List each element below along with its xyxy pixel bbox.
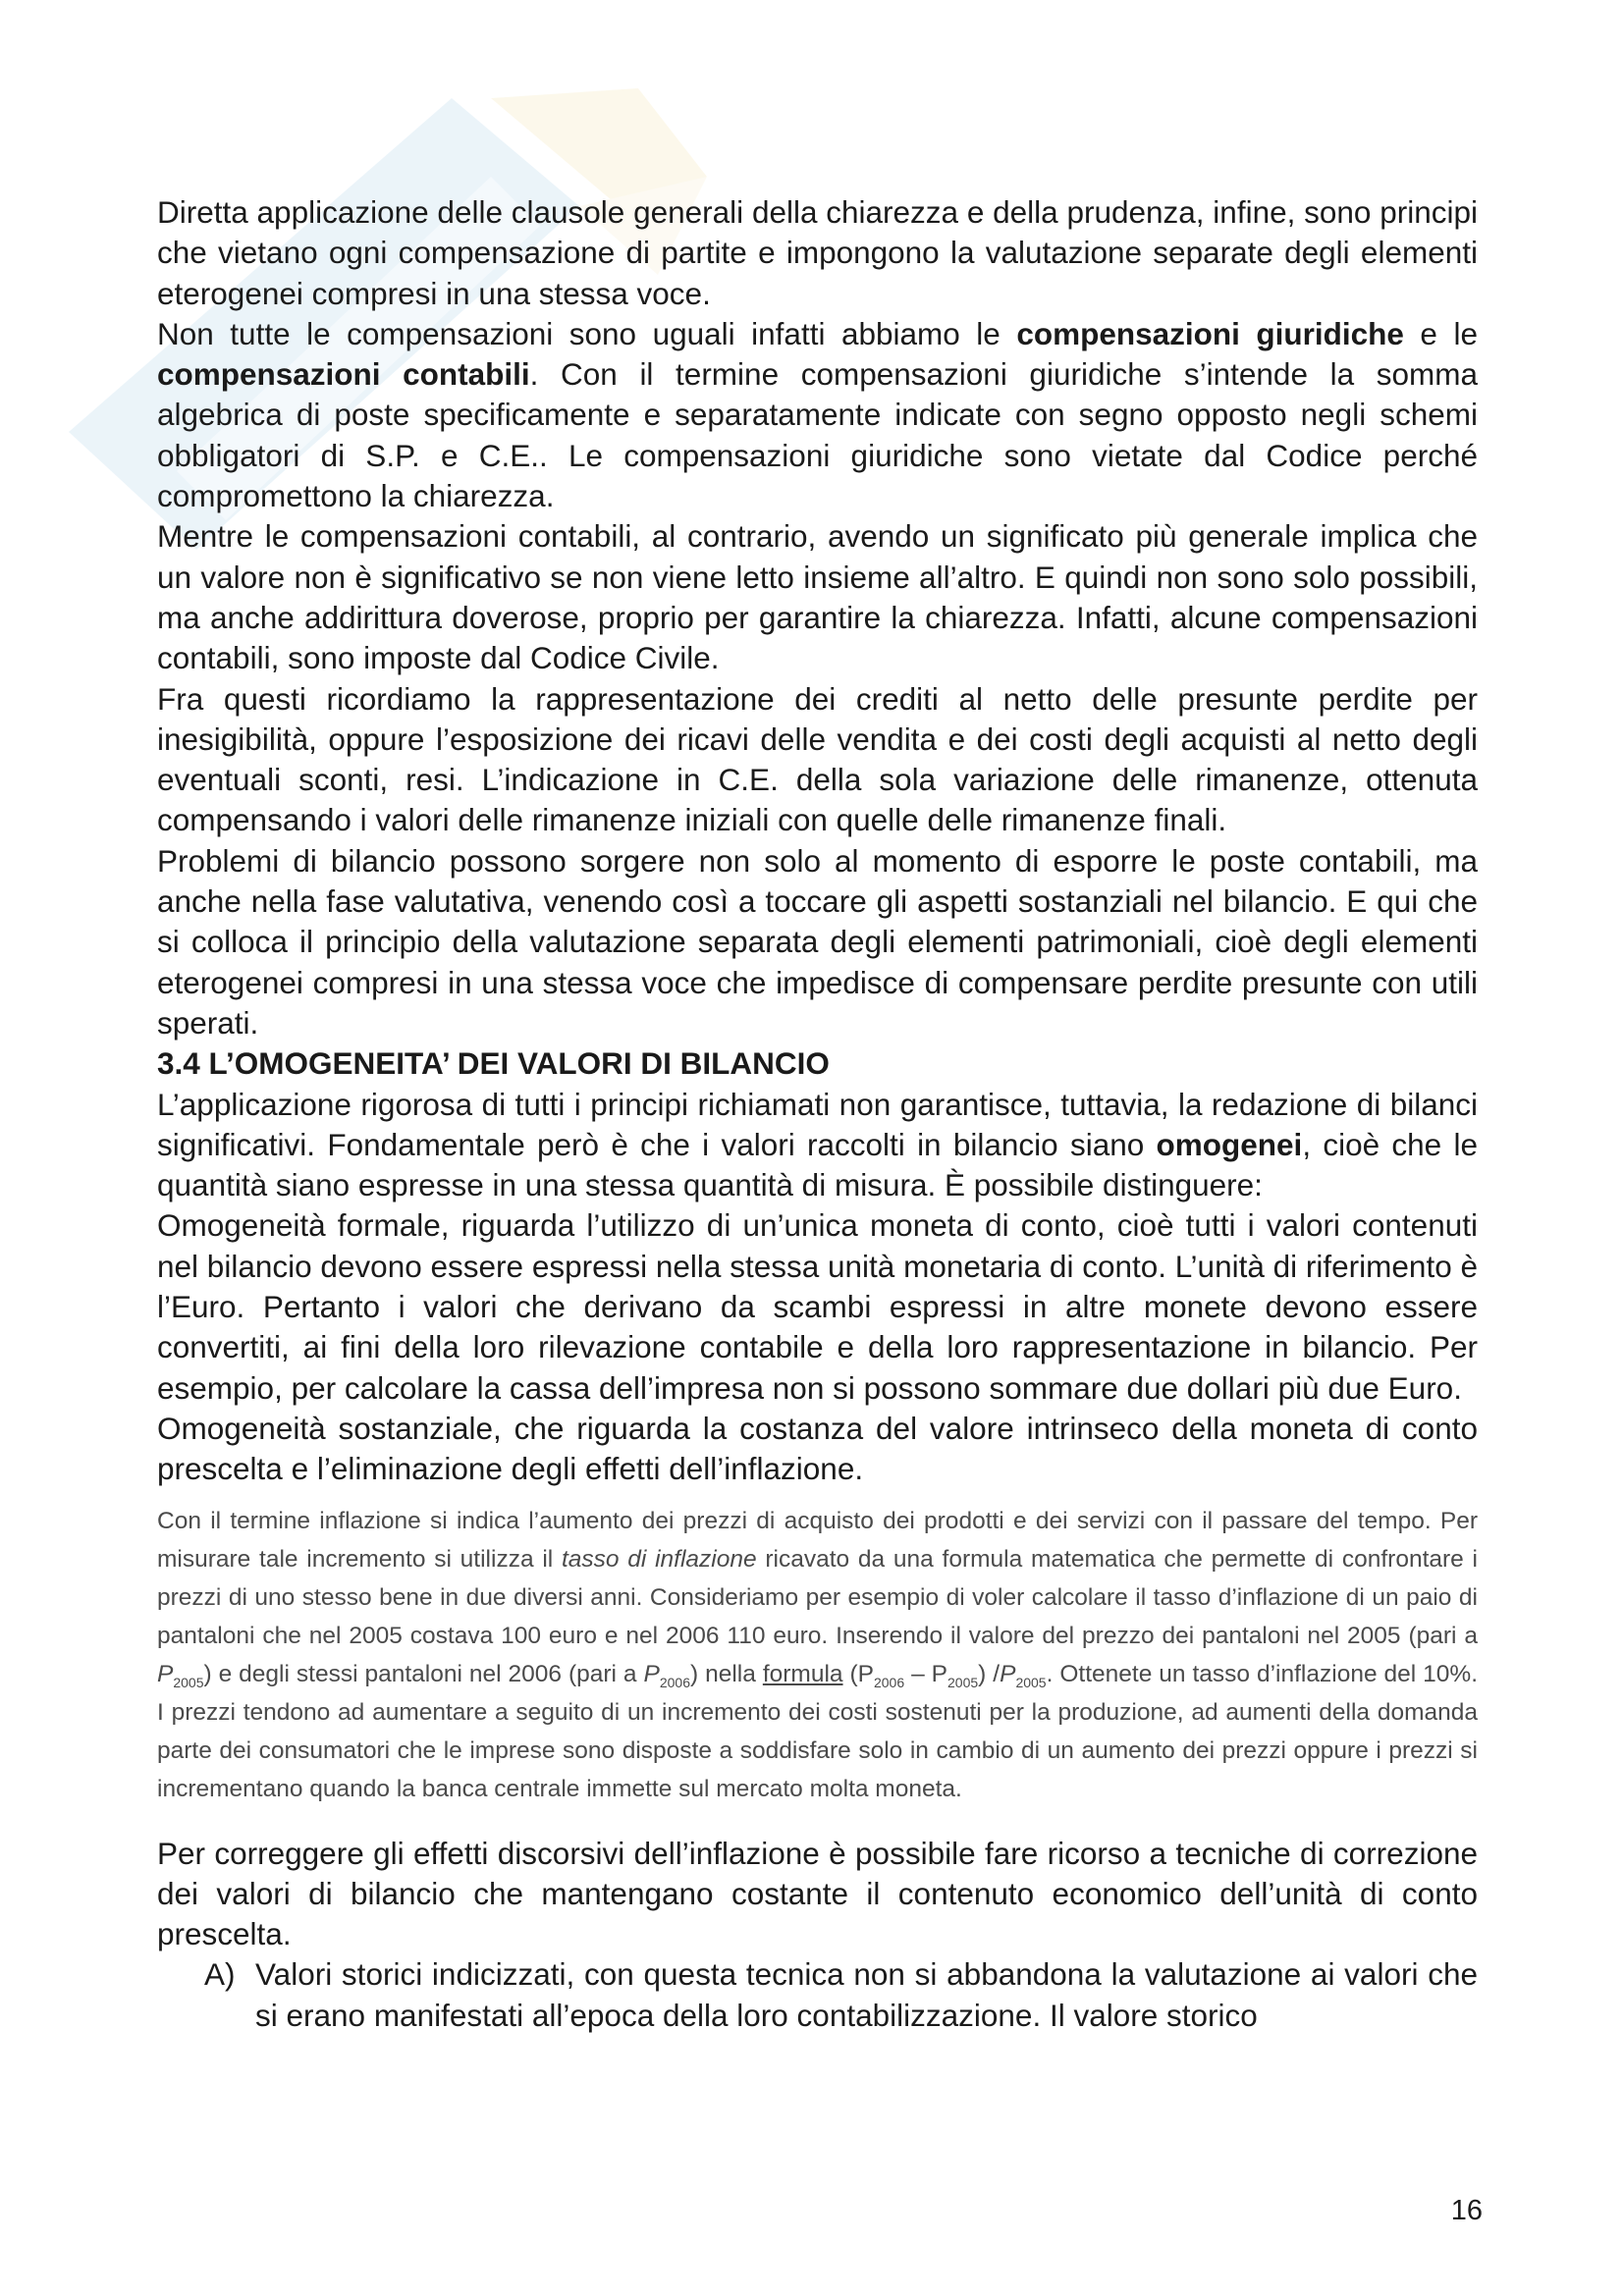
formula-link: formula [762, 1660, 843, 1687]
list-marker: A) [204, 1956, 236, 1993]
section-heading: 3.4 L’OMOGENEITA’ DEI VALORI DI BILANCIO [157, 1045, 830, 1082]
paragraph: Omogeneità sostanziale, che riguarda la costanza del valore intrinseco della moneta di conto prescelta e l’eliminazione degli effetti dell’inflazione. [157, 1410, 1478, 1487]
bold-term: compensazioni giuridiche [1016, 315, 1404, 351]
bold-term: compensazioni contabili [157, 356, 530, 393]
paragraph: Mentre le compensazioni contabili, al contrario, avendo un significato più generale implica che un valore non è significativo se non viene letto insieme all’altro. E quindi non sono solo possibili, ma anche addirittura doverose, proprio per garantire la chiarezza. Infatti, alcune compensazioni contabili, sono imposte dal Codice Civile. [157, 518, 1478, 676]
paragraph: Non tutte le compensazioni sono uguali infatti abbiamo le compensazioni giuridiche e le compensazioni contabili. Con il termine compensazioni giuridiche s’intende la somma algebrica di poste specificamente e separatamente indicate con segno opposto negli schemi obbligatori di S.P. e C.E.. Le compensazioni giuridiche sono vietate dal Codice perché compromettono la chiarezza. [157, 315, 1478, 514]
paragraph: Fra questi ricordiamo la rappresentazione dei crediti al netto delle presunte perdite per inesigibilità, oppure l’esposizione dei ricavi delle vendita e dei costi degli acquisti al netto degli eventuali sconti, resi. L’indicazione in C.E. della sola variazione delle rimanenze, ottenuta compensando i valori delle rimanenze iniziali con quelle delle rimanenze finali. [157, 680, 1478, 838]
paragraph: Omogeneità formale, riguarda l’utilizzo di un’unica moneta di conto, cioè tutti i valori contenuti nel bilancio devono essere espressi nella stessa unità monetaria di conto. L’unità di riferimento è l’Euro. Pertanto i valori che derivano da scambi espressi in altre monete devono essere convertiti, ai fini della loro rilevazione contabile e della loro rappresentazione in bilancio. Per esempio, per calcolare la cassa dell’impresa non si possono sommare due dollari più due Euro. [157, 1207, 1478, 1406]
list-item: A) Valori storici indicizzati, con questa tecnica non si abbandona la valutazione ai valori che si erano manifestati all’epoca della loro contabilizzazione. Il valore storico [204, 1956, 1478, 2033]
inflation-note: Con il termine inflazione si indica l’aumento dei prezzi di acquisto dei prodotti e dei servizi con il passare del tempo. Per misurare tale incremento si utilizza il tasso di inflazione ricavato da una formula matematica che permette di confrontare i prezzi di uno stesso bene in due diversi anni. Consideriamo per esempio di voler calcolare il tasso d’inflazione di un paio di pantaloni che nel 2005 costava 100 euro e nel 2006 110 euro. Inserendo il valore del prezzo dei pantaloni nel 2005 (pari a $P_{2005}$) e degli stessi pantaloni nel 2006 (pari a $P_{2006}$) nella formula $(P_{2006} - P_{2005})$ $/P_{2005}$. Ottenete un tasso d’inflazione del 10%. I prezzi tendono ad aumentare a seguito di un incremento dei costi sostenuti per la produzione, ad aumenti della domanda parte dei consumatori che le imprese sono disposte a soddisfare solo in cambio di un aumento dei prezzi oppure i prezzi si incrementano quando la banca centrale immette sul mercato molta moneta. [157, 1500, 1478, 1810]
body-text [157, 192, 1478, 2036]
paragraph: L’applicazione rigorosa di tutti i principi richiamati non garantisce, tuttavia, la redazione di bilanci significativi. Fondamentale però è che i valori raccolti in bilancio siano omogenei, cioè che le quantità siano espresse in una stessa quantità di misura. È possibile distinguere: [157, 1086, 1478, 1203]
bold-term: omogenei [1156, 1126, 1303, 1162]
page-number: 16 [1450, 2195, 1483, 2226]
paragraph: Problemi di bilancio possono sorgere non solo al momento di esporre le poste contabili, ma anche nella fase valutativa, venendo così a toccare gli aspetti sostanziali nel bilancio. E qui che si colloca il principio della valutazione separata degli elementi patrimoniali, cioè degli elementi eterogenei compresi in una stessa voce che impedisce di compensare perdite presunte con utili sperati. [157, 842, 1478, 1041]
paragraph: Diretta applicazione delle clausole generali della chiarezza e della prudenza, infine, sono principi che vietano ogni compensazione di partite e impongono la valutazione separate degli elementi eterogenei compresi in una stessa voce. [157, 194, 1478, 311]
paragraph: Per correggere gli effetti discorsivi dell’inflazione è possibile fare ricorso a tecniche di correzione dei valori di bilancio che mantengano costante il contenuto economico dell’unità di conto prescelta. [157, 1835, 1478, 1952]
